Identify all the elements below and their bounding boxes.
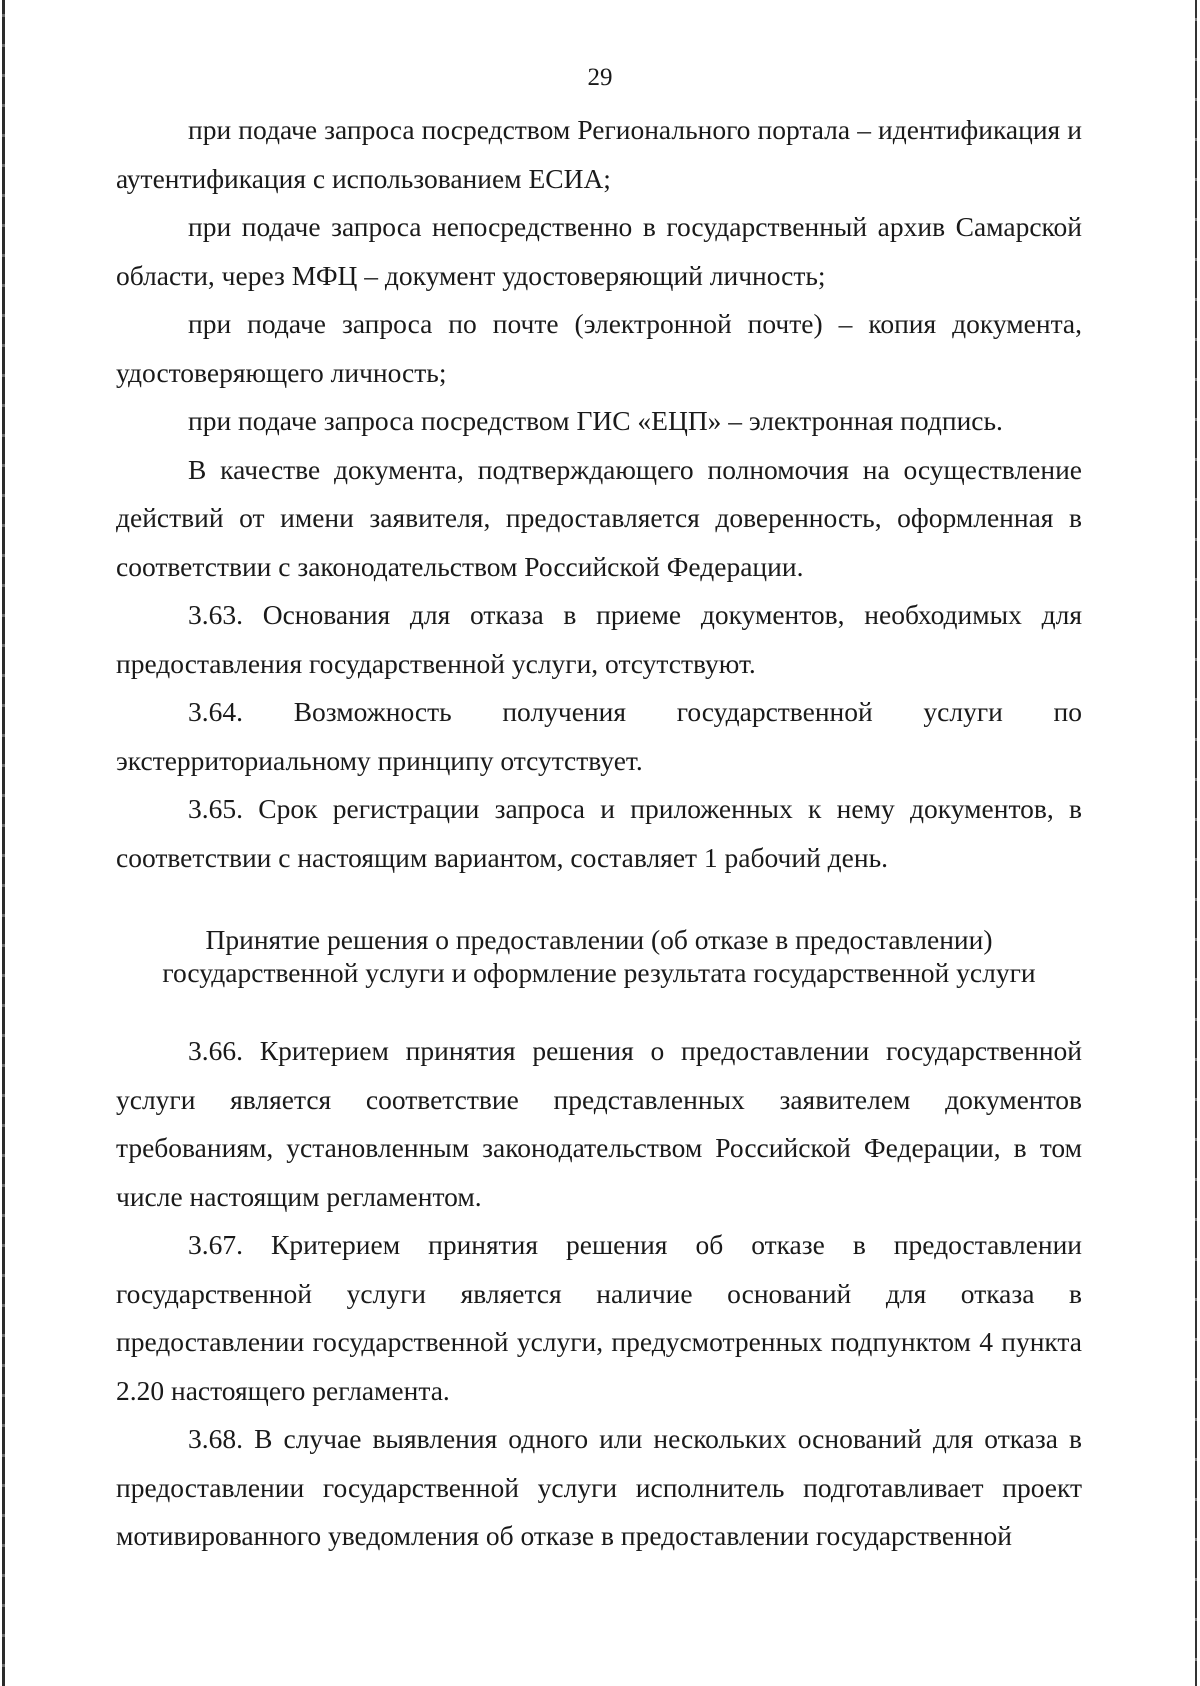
section-heading-line-2: государственной услуги и оформление результата государственной услуги	[162, 957, 1036, 988]
paragraph-3-63: 3.63. Основания для отказа в приеме документов, необходимых для предоставления государственной услуги, отсутствуют.	[116, 599, 1082, 679]
paragraph-3-67: 3.67. Критерием принятия решения об отказе в предоставлении государственной услуги является наличие оснований для отказа в предоставлении государственной услуги, предусмотренных подпунктом 4 пункта 2.20 настоящего регламента.	[116, 1229, 1082, 1406]
paragraph-3-65: 3.65. Срок регистрации запроса и приложенных к нему документов, в соответствии с настоящим вариантом, составляет 1 рабочий день.	[116, 793, 1082, 873]
section-heading-line-1: Принятие решения о предоставлении (об отказе в предоставлении)	[205, 924, 993, 955]
paragraph-power-of-attorney: В качестве документа, подтверждающего полномочия на осуществление действий от имени заявителя, предоставляется доверенность, оформленная в соответствии с законодательством Российской Федерации.	[116, 453, 1082, 582]
scan-edge-left	[2, 0, 5, 1686]
paragraph-3-64: 3.64. Возможность получения государственной услуги по экстерриториальному принципу отсутствует.	[116, 696, 1082, 776]
scan-edge-right	[1195, 0, 1197, 1686]
paragraph-identification-mail: при подаче запроса по почте (электронной почте) – копия документа, удостоверяющего личность;	[116, 308, 1082, 388]
paragraph-identification-gis: при подаче запроса посредством ГИС «ЕЦП» – электронная подпись.	[188, 405, 1003, 436]
document-body	[116, 106, 1082, 1561]
paragraph-identification-mfc: при подаче запроса непосредственно в государственный архив Самарской области, через МФЦ – документ удостоверяющий личность;	[116, 211, 1082, 291]
section-heading	[116, 923, 1082, 989]
paragraph-identification-regional-portal: при подаче запроса посредством Регионального портала – идентификация и аутентификация с использованием ЕСИА;	[116, 114, 1082, 194]
paragraph-3-68: 3.68. В случае выявления одного или нескольких оснований для отказа в предоставлении государственной услуги исполнитель подготавливает проект мотивированного уведомления об отказе в предоставлении государственной	[116, 1423, 1082, 1551]
page-number: 29	[587, 64, 613, 91]
paragraph-3-66: 3.66. Критерием принятия решения о предоставлении государственной услуги является соответствие представленных заявителем документов требованиям, установленным законодательством Российской Федерации, в том числе настоящим регламентом.	[116, 1035, 1082, 1212]
